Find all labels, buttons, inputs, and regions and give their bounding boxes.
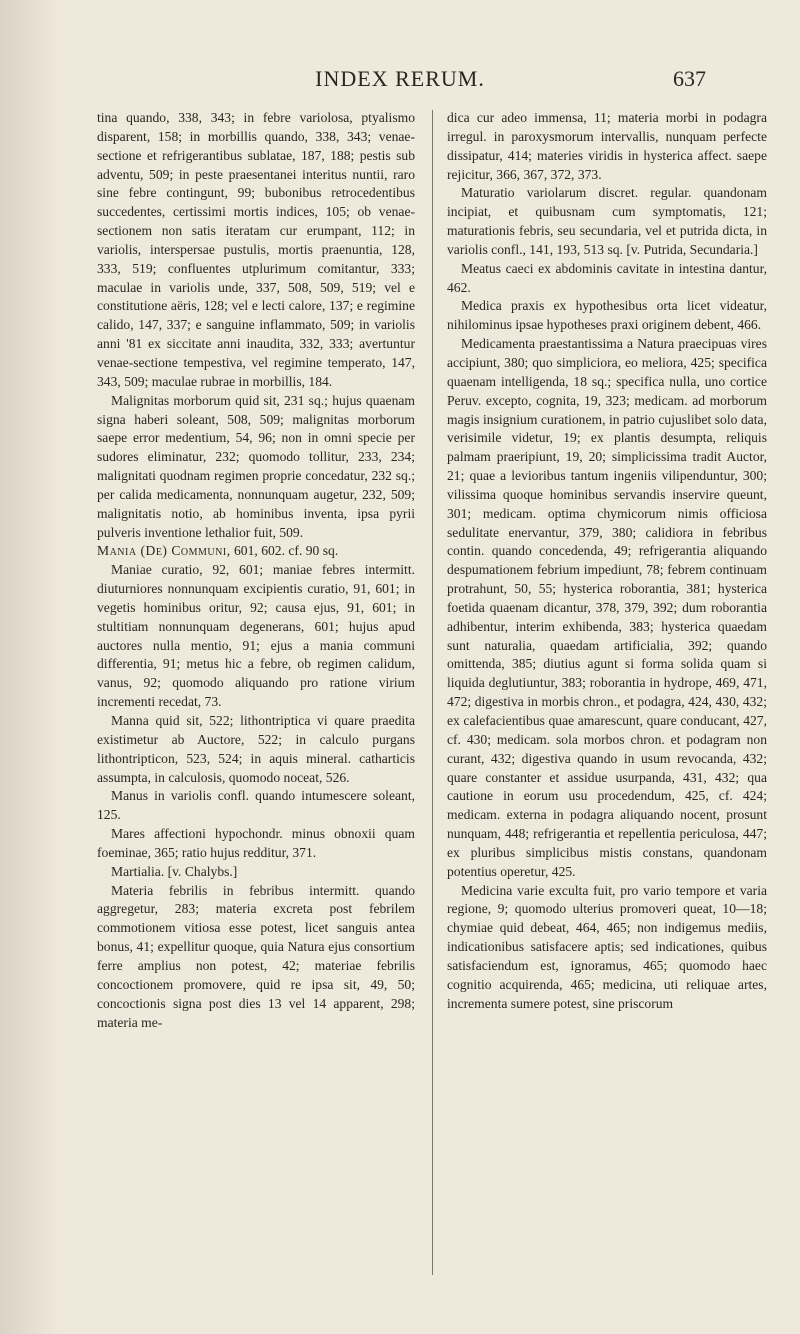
entry-text: Mares affectioni hypochondr. minus obnoxii quam foeminae, 365; ratio hujus redditur, 371. — [97, 826, 415, 860]
index-entry — [97, 712, 415, 787]
entry-text: Manus in variolis confl. quando intumescere soleant, 125. — [97, 788, 415, 823]
entry-text: Materia febrilis in febribus intermitt. quando aggregetur, 283; materia excreta post febrilem commotionem vitiosa esse potest, licet sanguis antea bonus, 41; expellitur quoque, quia Natura ejus consortium ferre amplius non potest, 42; materiae febrilis concoctionem promovere, quid re ipsa sit, 49, 50; concoctionis signa post dies 13 vel 14 apparent, 298; materia me- — [97, 882, 415, 1030]
entry-text: Maniae curatio, 92, 601; maniae febres intermitt. diuturniores nonnunquam excipientis curatio, 91, 601; in vegetis hominibus oritur, 92; causa ejus, 91, 601; in stultitiam nonnunquam degenerans, 601; hujus apud auctores nulla mentio, 91; ejus a mania communi differentia, 91; metus hic a febre, ob regimen calidum, vanus, 92; quomodo aliquando pro ratione virium incrementi recedat, 73. — [97, 562, 415, 710]
entry-text: tina quando, 338, 343; in febre variolosa, ptyalismo disparent, 158; in morbillis quando, 338, 343; venae-sectione et refrigerantibus sublatae, 187, 188; pestis sub adventu, 509; in peste praesentanei interitus nuntii, raro sine febre contingunt, 99; bubonibus retrocedentibus succedentes, certissimi mortis indices, 105; ob venae-sectionem non satis iteratam cur erumpant, 112; in variolis, interspersae pustulis, mortis praenuntia, 128, 333, 519; confluentes utplurimum comitantur, 333; maculae in variolis unde, 337, 508, 509, 519; vel e constitutione aëris, 128; vel e lecti calore, 137; e regimine calido, 147, 337; e sanguine inflammato, 509; in variolis anni '81 ex siccitate anni inaudita, 332, 333; avertuntur venae-sectione tempestiva, vel regimine temperato, 147, 343, 509; maculae rubrae in morbillis, 184. — [97, 110, 415, 389]
index-entry — [97, 561, 415, 712]
entry-text: Medicina varie exculta fuit, pro vario tempore et varia regione, 9; quomodo ulterius promoveri queat, 10—18; chymiae quid debeat, 464, 465; non indigemus mediis, indicationibus satisfacere aptis; sed indicationes, quibus satisfaciendum est, ignoramus, 465; quomodo haec cognitio acquirenda, 465; medicina, uti reliquae artes, incrementa sumere potest, sine priscorum — [447, 882, 767, 1011]
index-entry — [447, 335, 767, 881]
entry-text: Maturatio variolarum discret. regular. quandonam incipiat, et quibusnam cum symptomatis, 121; maturationis febris, seu secundaria, vel et putrida dicta, in variolis confl., 141, 193, 513 sq. [v. Putrida, Secundaria.] — [447, 185, 767, 257]
column-divider — [432, 110, 433, 1275]
index-entry — [97, 863, 415, 882]
right-column — [447, 109, 767, 1014]
index-entry — [97, 882, 415, 1033]
page-number: 637 — [673, 66, 706, 91]
running-title: INDEX RERUM. — [315, 66, 485, 91]
entry-text: Medicamenta praestantissima a Natura praecipuas vires accipiunt, 380; quo simpliciora, eo meliora, 425; specifica quaenam intelligenda, 18 sq.; specifica nulla, uno cortice Peruv. excepto, cognita, 19, 323; medicam. ad morborum magis insignium curationem, in patrio cujuslibet solo data, verisimile videtur, 19; ex plantis desumpta, reliquis palmam praeripiunt, 19, 20; simplicissima tradit Auctor, 21; quae a levioribus tantum ingeniis vilipenduntur, 300; vilissima quoque hominibus servandis inservire queunt, 301; medicam. optima chymicorum nimis officiosa sedulitate enervantur, 379, 380; calidiora in febribus contin. quando concedenda, 49; refrigerantia aliquando despumationem febrium impediunt, 78; febrem continuam protrahunt, 50, 55; hysterica roborantia, 381; hysterica foetida quaenam dicantur, 378, 379, 392; dum roborantia adhibentur, interim exhibenda, 383; hysterica quaedam sunt naturalia, quaedam artificialia, 392; quando omittenda, 385; diutius agunt si forma solida quam si liquida deglutiuntur, 383; roborantia in hydrope, 469, 471, 472; digestiva in morbis chron., et podagra, 424, 430, 432; ex calefacientibus quae amarescunt, quare conducant, 427, cf. 430; medicam. sola morbos chron. et podagram non curant, 432; digestiva quando in usum revocanda, 432; quare constanter et assidue usurpanda, 431, 432; qua cautione in eorum usu procedendum, 425, cf. 424; medicam. externa in podagra aliquando nocent, prosunt nunquam, 448; refrigerantia et repellentia periculosa, 447; ex pluribus simplicibus mistis constans, quandonam potentius operetur, 425. — [447, 336, 767, 879]
left-column — [97, 109, 415, 1032]
entry-heading: Mania (De) Communi, — [97, 543, 231, 559]
entry-text: Medica praxis ex hypothesibus orta licet videatur, nihilominus ipsae hypotheses praxi originem debent, 466. — [447, 298, 767, 333]
index-entry — [447, 260, 767, 298]
index-entry — [97, 392, 415, 543]
index-entry — [97, 825, 415, 863]
index-entry — [97, 787, 415, 825]
entry-text: Meatus caeci ex abdominis cavitate in intestina dantur, 462. — [447, 260, 767, 295]
index-entry — [447, 882, 767, 1014]
entry-text: Martialia. [v. Chalybs.] — [111, 863, 238, 879]
entry-text: dica cur adeo immensa, 11; materia morbi in podagra irregul. in paroxysmorum intervallis, nunquam perfecte dissipatur, 414; materies viridis in hysterica affect. saepe rejicitur, 366, 367, 372, 373. — [447, 110, 767, 182]
entry-text: Manna quid sit, 522; lithontriptica vi quare praedita existimetur ab Auctore, 522; in calculo purgans lithontripticon, 523, 524; in aquis mineral. catharticis assumpta, in calculosis, quomodo noceat, 526. — [97, 713, 415, 785]
index-entry — [447, 297, 767, 335]
index-entry — [447, 184, 767, 259]
index-entry — [447, 109, 767, 184]
page-header — [0, 66, 800, 96]
entry-text: Malignitas morborum quid sit, 231 sq.; hujus quaenam signa haberi soleant, 508, 509; malignitas morborum saepe error medentium, 54, 96; non in omni specie per sudores eliminatur, 232; quomodo tollitur, 233, 234; malignitati quodnam regimen proprie concedatur, 232 sq.; per calida medicamenta, nonnunquam augetur, 232, 509; malignitatis notio, ab hominibus inventa, ipsa pyrii pulveris inventione lethalior fuit, 509. — [97, 392, 415, 540]
index-entry — [97, 109, 415, 392]
index-entry — [97, 542, 415, 561]
entry-text: 601, 602. cf. 90 sq. — [230, 543, 339, 559]
